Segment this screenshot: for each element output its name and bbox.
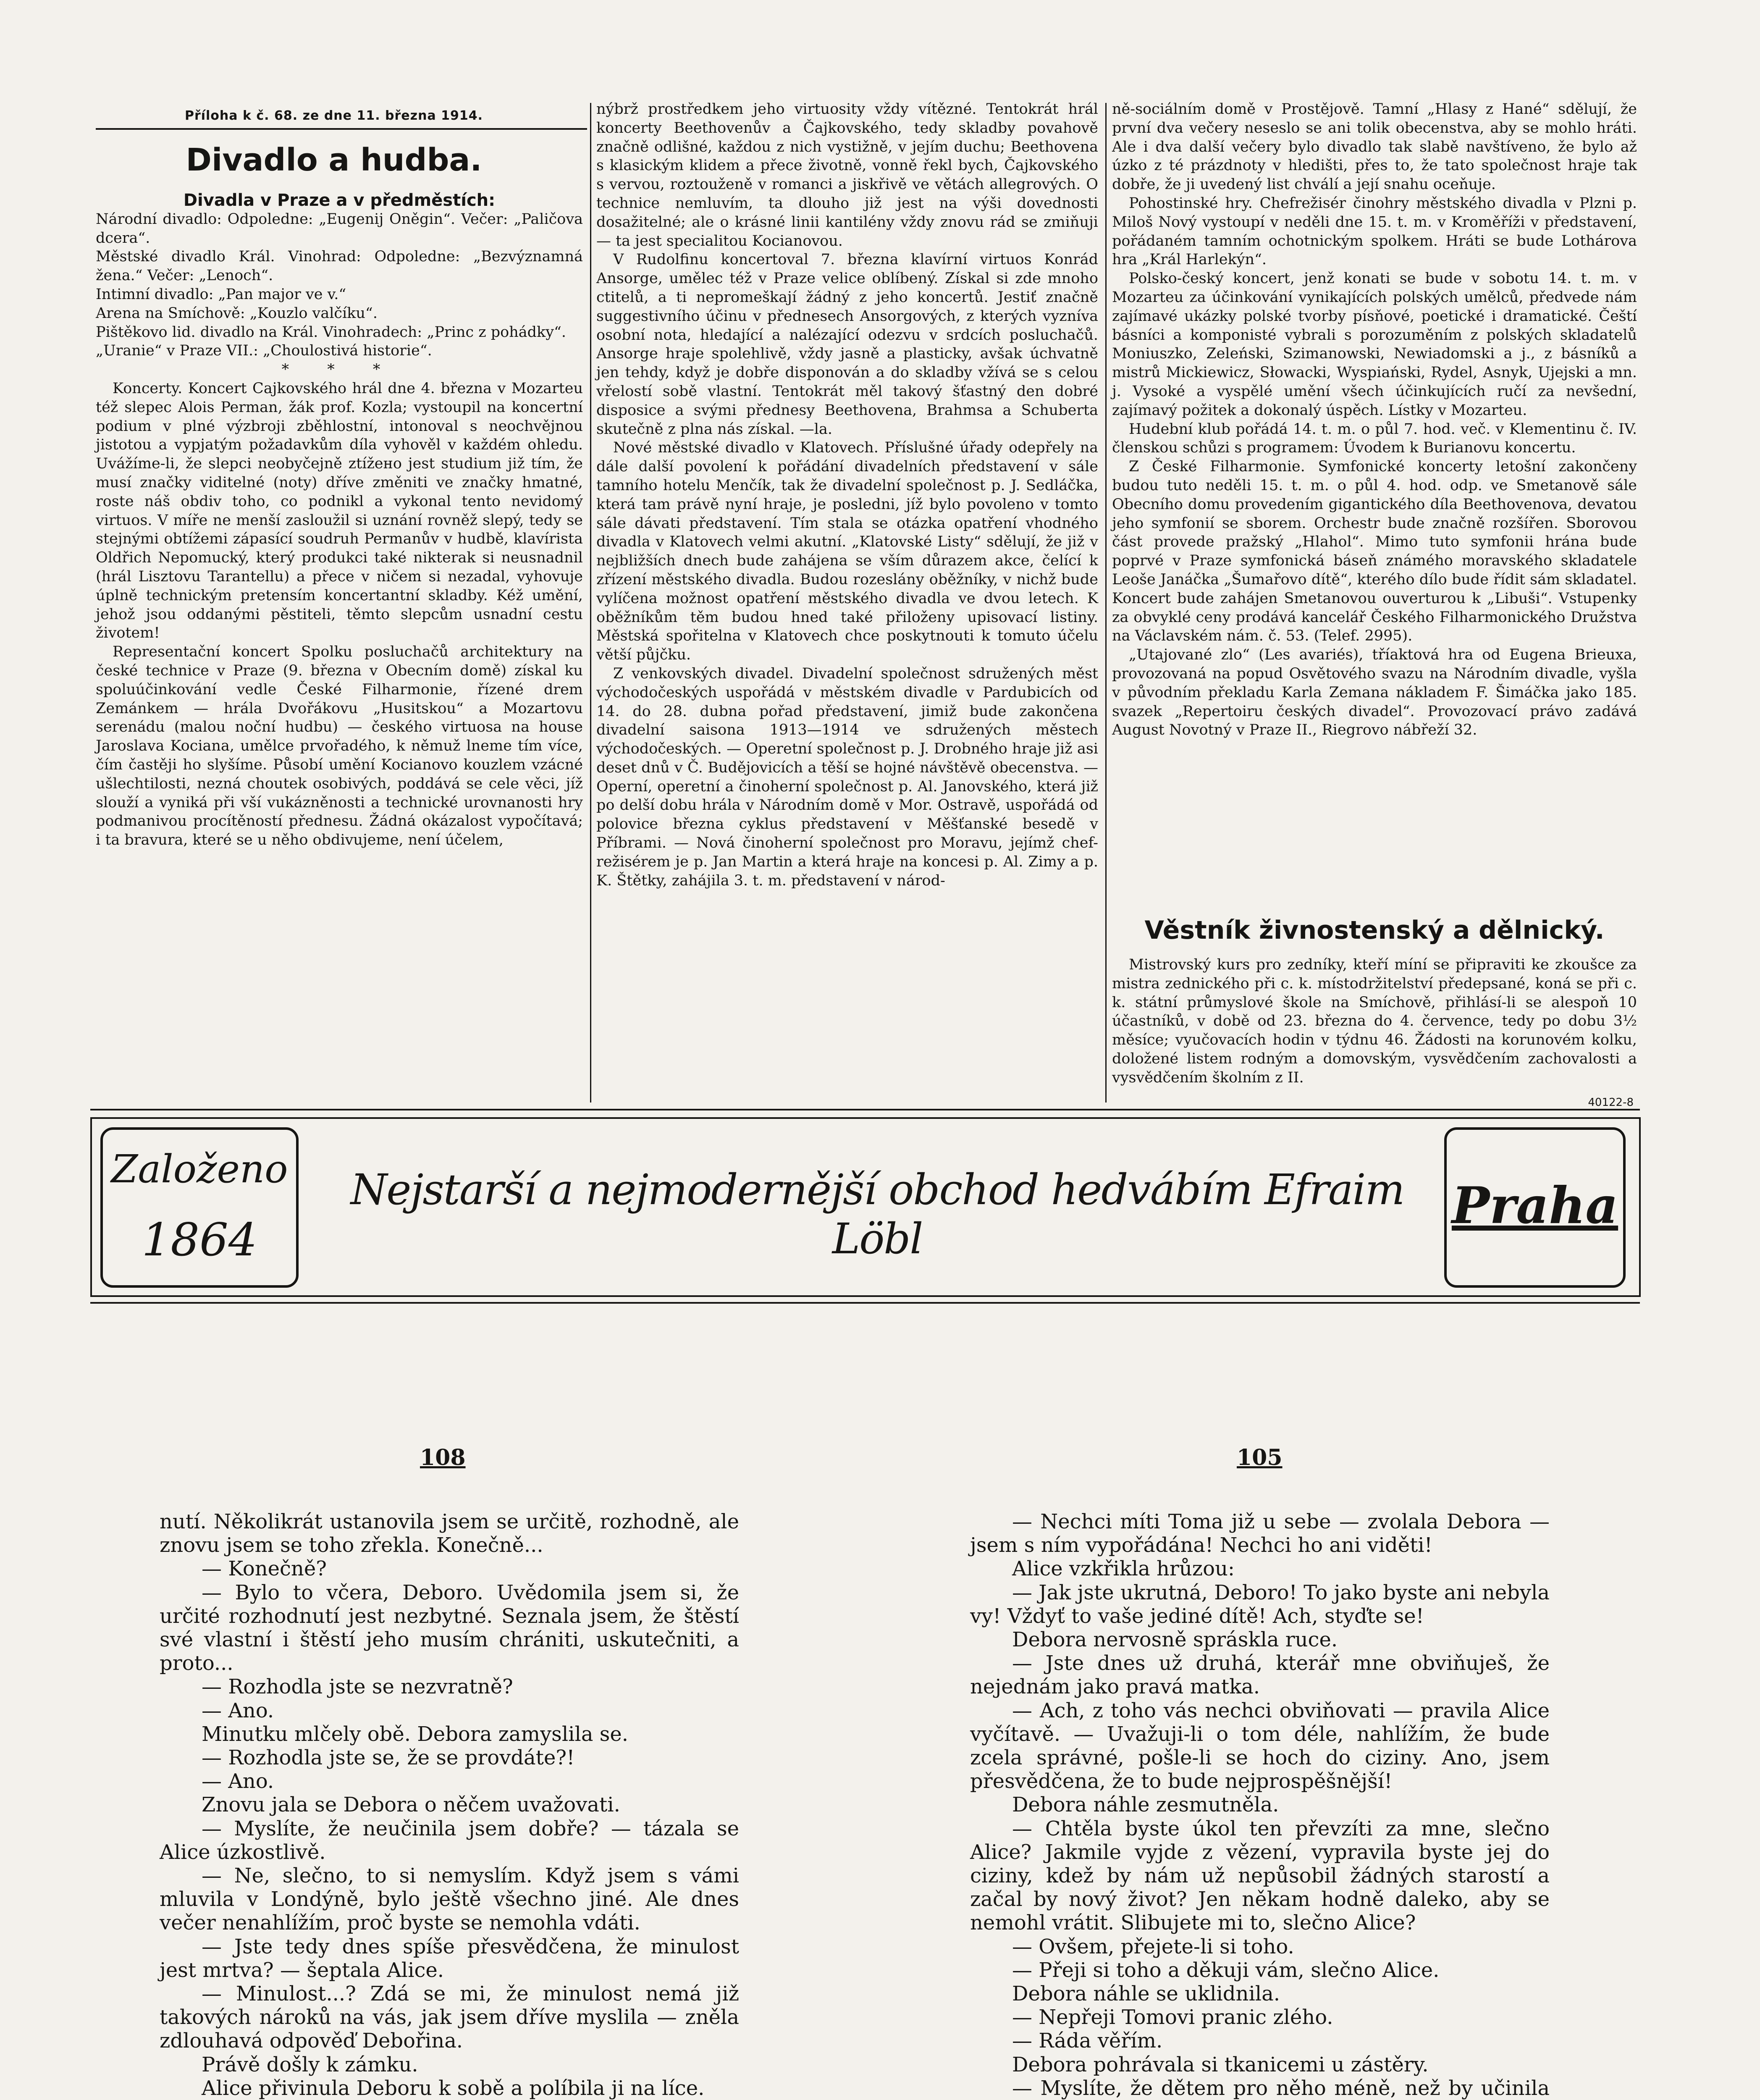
story-paragraph: — Ne, slečno, to si nemyslím. Když jsem s vámi mluvila v Londýně, bylo ještě všechno jiné. Ale dnes večer nenahlížím, proč byste se nemohla vdáti. bbox=[160, 1864, 739, 1935]
theater-listing: Arena na Smíchově: „Kouzlo valčíku“. bbox=[96, 304, 378, 322]
story-paragraph: — Ráda věřím. bbox=[1012, 2029, 1163, 2053]
advertisement-banner bbox=[90, 1117, 1641, 1297]
column-divider bbox=[1105, 103, 1107, 1102]
article-paragraph: Z venkovských divadel. Divadelní společnost sdružených měst východočeských uspořádá v městském divadle v Pardubicích od 14. do 28. dubna pořad představení, jimiž bude zakončena divadelní saisona 1913—1914 ve sdružených městech východočeských. — Operetní společnost p. J. Drobného hraje již asi deset dnů v Č. Budějovicích a těší se hojné návštěvě obecenstva. — Operní, operetní a činoherní společnost p. Al. Janovského, která již po delší dobu hrála v Národním domě v Mor. Ostravě, uspořádá od polovice března cyklus představení v Měšťanské besedě v Příbrami. — Nová činoherní společnost pro Moravu, jejímž chef-režisérem je p. Jan Martin a která hraje na koncesi p. Al. Zimy a p. K. Štětky, zahájila 3. t. m. představení v národ- bbox=[596, 665, 1098, 889]
story-paragraph: — Minulost...? Zdá se mi, že minulost nemá již takových nároků na vás, jak jsem dříve myslila — zněla zdlouhavá odpověď Debořina. bbox=[160, 1982, 739, 2053]
story-paragraph: — Přeji si toho a děkuji vám, slečno Alice. bbox=[1012, 1958, 1440, 1982]
story-paragraph: Debora pohrávala si tkanicemi u zástěry. bbox=[1012, 2053, 1429, 2076]
story-paragraph: — Ach, z toho vás nechci obviňovati — pravila Alice vyčítavě. — Uvažuji-li o tom déle, nahlížím, že bude zcela správné, pošle-li se hoch do ciziny. Ano, jsem přesvědčena, že to bude nejprospěšnější! bbox=[970, 1698, 1550, 1793]
story-paragraph: — Nechci míti Toma již u sebe — zvolala Debora — jsem s ním vypořádána! Nechci ho ani viděti! bbox=[970, 1510, 1550, 1557]
article-paragraph: V Rudolfinu koncertoval 7. března klavírní virtuos Konrád Ansorge, umělec též v Praze velice oblíbený. Získal si zde mnoho ctitelů, a ti nepromeškají žádný z jeho koncertů. Jestiť značně suggestivního účinu v přednesech Ansorgových, z kterých vyzníva osobní nota, hledající a nalézající odezvu v srdcích posluchačů. Ansorge hraje spolehlivě, vždy jasně a plasticky, avšak úchvatně jen tehdy, když je dobře disponován a do skladby vžívá se s celou vřelostí sobě vlastní. Tentokrát měl takový šťastný den dobré disposice a svými přednesy Beethovena, Brahmsa a Schuberta skutečně z plna nás získal. —la. bbox=[596, 251, 1098, 438]
article-paragraph: „Utajované zlo“ (Les avariés), tříaktová hra od Eugena Brieuxa, provozovaná na popud Osvětového svazu na Národním divadle, vyšla v původním překladu Karla Zemana nákladem F. Šimáčka jako 185. svazek „Repertoiru českých divadel“. Provozovací právo zadává August Novotný v Praze II., Riegrovo nábřeží 32. bbox=[1112, 646, 1637, 739]
issue-header: Příloha k č. 68. ze dne 11. března 1914. bbox=[184, 108, 483, 123]
story-paragraph: — Jste dnes už druhá, kterář mne obviňuješ, že nejednám jako pravá matka. bbox=[970, 1651, 1550, 1699]
section-stars: * * * bbox=[281, 361, 397, 378]
ad-rule-bottom bbox=[90, 1302, 1640, 1304]
article-paragraph: Koncerty. Koncert Cajkovského hrál dne 4. března v Mozarteu též slepec Alois Perman, žák prof. Kozla; vystoupil na koncertní podium v plné výzbroji zběhlostní, intonoval s neochvějnou jistotou a vypjatým požadavkům díla vyhověl v každém ohledu. Uvážíme-li, že slepci neobyčejně ztížено jest studium již tím, že musí značky viditelné (noty) dříve změniti ve značky hmatné, roste náš obdiv tohо, co podnikl a vykonal tento nevidomý virtuos. V míře ne menší zasloužil si uznání rovněž slepý, tedy se stejnými obtížemi zápasící soudruh Permanův v hudbě, klavírista Oldřich Nepomucký, který produkci také nikterak si neusnadnil (hrál Lisztovu Tarantellu) a přece v ničem si nezadal, vyhovuje úplně technickým pretensím koncertantní skladby. Kéž umění, jehož jsou oddanými pěstiteli, těmto slepcům usnadní cestu životem! bbox=[96, 380, 583, 642]
article-paragraph: nýbrž prostředkem jeho virtuosity vždy vítězné. Tentokrát hrál koncerty Beethovenův a Čajkovského, tedy skladby povahově značně odlišné, každou z nich vystižně, v jejím duchu; Beethovena s klasickým klidem a přece životně, vonně řekl bych, Čajkovského s vervou, roztouženě v romanci a jiskřivě ve větách allegrových. O technice nemluvím, ta dlouho již jest na výši dovednosti dosažitelné; ale o krásné linii kantilény vždy znovu rád se zmiňuji — ta jest specialitou Kocianovou. bbox=[596, 101, 1098, 249]
story-paragraph: — Chtěla byste úkol ten převzíti za mne, slečno Alice? Jakmile vyjde z vězení, vypravila byste jej do ciziny, kdež by nám už nepůsobil žádných starostí a začal by nový život? Jen někam hodně daleko, aby se nemohl vrátit. Slibujete mi to, slečno Alice? bbox=[970, 1816, 1550, 1935]
article-paragraph: Pohostinské hry. Chefrežisér činohry městského divadla v Plzni p. Miloš Nový vystoupí v neděli dne 15. t. m. v Kroměříži v představení, pořádaném tamním ochotnickým spolkem. Hráti se bude Lothárova hra „Král Harlekýn“. bbox=[1112, 194, 1637, 268]
page-number-left: 108 bbox=[420, 1445, 466, 1470]
story-paragraph: — Ano. bbox=[202, 1698, 274, 1722]
article-paragraph: Representační koncert Spolku posluchačů architektury na české technice v Praze (9. března v Obecním domě) získal ku spoluúčinkování vedle České Filharmonie, řízené drem Zemánkem — hrála Dvořákovu „Husitskou“ a Mozartovu serenádu (malou noční hudbu) — českého virtuosa na house Jaroslava Kociana, umělce prvořadého, k němuž lneme tím více, čím častěji ho slyšíme. Působí umění Kocianovo kouzlem vzácné ušlechtilosti, nezná choutek osobivých, poddává se cele věci, jíž slouží a vyniká při vší vukázněnosti a technické urovnanosti hry podmanivou procítěností přednesu. Žádná okázalost vypočítavá; i ta bravura, které se u něho obdivujeme, není účelem, bbox=[96, 643, 583, 849]
article-paragraph: Z České Filharmonie. Symfonické koncerty letošní zakončeny budou tuto neděli 15. t. m. o půl 4. hod. odp. ve Smetanově sále Obecního domu provedením gigantického díla Beethovenova, devatou jeho symfonií se sborem. Orchestr bude značně rozšířen. Sborovou část provede pražský „Hlahol“. Mimo tuto symfonii hrána bude poprvé v Praze symfonická báseň známého moravského skladatele Leoše Janáčka „Šumařovo dítě“, kterého dílo bude řídit sám skladatel. Koncert bude zahájen Smetanovou ouverturou k „Libuši“. Vstupenky za obvyklé ceny prodává kancelář Českého Filharmonického Družstva na Václavském nám. č. 53. (Telef. 2995). bbox=[1112, 458, 1637, 645]
article-paragraph: Mistrovský kurs pro zedníky, kteří míní se připraviti ke zkoušce za mistra zednického při c. k. místodržitelství předepsané, koná se při c. k. státní průmyslové škole na Smíchově, přihlásí-li se alespoň 10 účastníků, v době od 23. března do 4. července, tedy po dobu 3½ měsíce; vyučovacích hodin v týdnu 46. Žádosti na korunovém kolku, doložené listem rodným a domovským, vysvědčením zachovalosti a vysvědčením školním z II. bbox=[1112, 956, 1637, 1086]
story-paragraph: — Rozhodla jste se, že se provdáte?! bbox=[202, 1746, 575, 1770]
story-paragraph: Právě došly k zámku. bbox=[202, 2053, 418, 2076]
column-1 bbox=[96, 191, 583, 850]
theater-listing: Městské divadlo Král. Vinohrad: Odpoledne: „Bezvýznamná žena.“ Večer: „Lenoch“. bbox=[96, 248, 583, 284]
article-paragraph: Polsko-český koncert, jenž konati se bude v sobotu 14. t. m. v Mozarteu za účinkování vynikajících polských umělců, předvede nám zajímavé ukázky polské tvorby písňové, poetické i dramatické. Čeští básníci a komponisté vybrali s porozuměním z polských skladatelů Moniuszko, Zeleński, Szimanowski, Newiadomski a j., z básníků a mistrů Mickiewicz, Słowacki, Wyspiański, Rydel, Asnyk, Ujejski a mn. j. Vysoké a vyspělé umění všech účinkujících ručí za nevšední, zajímavý požitek a dokonalý úspěch. Lístky v Mozarteu. bbox=[1112, 270, 1637, 419]
story-paragraph: nutí. Několikrát ustanovila jsem se určitě, rozhodně, ale znovu jsem se toho zřekla. Konečně... bbox=[160, 1510, 739, 1557]
theaters-heading: Divadla v Praze a v předměstích: bbox=[183, 191, 496, 210]
theater-listing: „Uranie“ v Praze VII.: „Choulostivá historie“. bbox=[96, 342, 432, 360]
theater-listing: Pištěkovo lid. divadlo na Král. Vinohradech: „Princ z pohádky“. bbox=[96, 323, 567, 341]
story-paragraph: — Ovšem, přejete-li si toho. bbox=[1012, 1935, 1294, 1958]
story-paragraph: Znovu jala se Debora o něčem uvažovati. bbox=[202, 1793, 620, 1817]
story-paragraph: Debora nervosně spráskla ruce. bbox=[1012, 1628, 1338, 1652]
story-paragraph: — Nepřeji Tomovi pranic zlého. bbox=[1012, 2006, 1333, 2029]
column-divider bbox=[590, 103, 591, 1102]
story-paragraph: — Konečně? bbox=[202, 1557, 327, 1581]
ad-slogan: Nejstarší a nejmodernější obchod hedvábím Efraim Löbl bbox=[350, 1165, 1404, 1263]
story-paragraph: — Ano. bbox=[202, 1769, 274, 1793]
ad-city: Praha bbox=[1451, 1176, 1618, 1235]
ad-city-box bbox=[1444, 1127, 1626, 1288]
theater-listing: Národní divadlo: Odpoledne: „Eugenij Oněgin“. Večer: „Paličova dcera“. bbox=[96, 210, 583, 247]
ad-founded-box bbox=[100, 1127, 299, 1288]
article-paragraph: ně-sociálním domě v Prostějově. Tamní „Hlasy z Hané“ sdělují, že první dva večery neseslo se ani tolik obecenstva, aby se mohlo hráti. Ale i dva další večery bylo divadlo tak slabě navštíveno, že bylo až úzko z té prázdnoty v hledišti, přes to, že tato společnost hraje tak dobře, že ji uvedený list chválí a její snahu oceňuje. bbox=[1112, 101, 1637, 193]
story-paragraph: — Myslíte, že dětem pro něho méně, než by učinila bbox=[1012, 2076, 1550, 2100]
ad-rule-top bbox=[90, 1109, 1640, 1110]
column-2 bbox=[596, 100, 1098, 890]
column-3 bbox=[1112, 100, 1637, 740]
story-paragraph: — Myslíte, že neučinila jsem dobře? — tázala se Alice úzkostlivě. bbox=[160, 1816, 739, 1864]
story-page-left bbox=[160, 1510, 739, 2100]
story-paragraph: Debora náhle se uklidnila. bbox=[1012, 1982, 1280, 2006]
story-paragraph: — Jak jste ukrutná, Deboro! To jako byste ani nebyla vy! Vždyť to vaše jediné dítě! Ach, styďte se! bbox=[970, 1580, 1550, 1628]
vestnik-text bbox=[1112, 956, 1637, 1087]
story-page-right bbox=[970, 1510, 1550, 2100]
print-code: 40122-8 bbox=[1588, 1096, 1634, 1109]
section-title: Divadlo a hudba. bbox=[186, 142, 482, 178]
article-paragraph: Nové městské divadlo v Klatovech. Příslušné úřady odepřely na dále další povolení k pořádání divadelních představení v sále tamního hotelu Menčík, tak že divadelní společnost p. J. Sedláčka, která tam právě nyní hraje, je posledni, jíž bylo povoleno v tomto sále dávati představení. Tím stala se otázka opatření vhodného divadla v Klatovech velmi akutní. „Klatovské Listy“ sdělují, že již v nejbližších dnech bude zahájena se vším důrazem akce, čelící k zřízení městského divadla. Budou rozeslány oběžníky, v nichž bude vylíčena možnost opatření městského divadla ve dvou letech. K oběžníkům těm budou hned také přiloženy upisovací listiny. Městská spořitelna v Klatovech chce poskytnouti k tomuto účelu větší půjčku. bbox=[596, 439, 1098, 664]
vestnik-title: Věstník živnostenský a dělnický. bbox=[1144, 916, 1605, 945]
story-paragraph: — Bylo to včera, Deboro. Uvědomila jsem si, že určité rozhodnutí jest nezbytné. Seznala jsem, že štěstí své vlastní i štěstí jeho musím chrániti, uskutečniti, a proto... bbox=[160, 1580, 739, 1675]
ad-founded-label: Založeno bbox=[111, 1147, 288, 1192]
story-paragraph: Debora náhle zesmutněla. bbox=[1012, 1793, 1279, 1817]
story-paragraph: Alice vzkřikla hrůzou: bbox=[1012, 1557, 1235, 1581]
theater-listing: Intimní divadlo: „Pan major ve v.“ bbox=[96, 286, 346, 303]
story-paragraph: — Jste tedy dnes spíše přesvědčena, že minulost jest mrtva? — šeptala Alice. bbox=[160, 1935, 739, 1982]
page-number-right: 105 bbox=[1237, 1445, 1283, 1470]
header-rule bbox=[96, 128, 587, 130]
story-paragraph: Minutku mlčely obě. Debora zamyslila se. bbox=[202, 1722, 629, 1746]
article-paragraph: Hudební klub pořádá 14. t. m. o půl 7. hod. več. v Klementinu č. IV. členskou schůzi s programem: Úvodem k Burianovu koncertu. bbox=[1112, 420, 1637, 457]
story-paragraph: — Rozhodla jste se nezvratně? bbox=[202, 1675, 513, 1699]
ad-founded-year: 1864 bbox=[142, 1214, 257, 1266]
story-paragraph: Alice přivinula Deboru k sobě a políbila ji na líce. bbox=[202, 2076, 705, 2100]
